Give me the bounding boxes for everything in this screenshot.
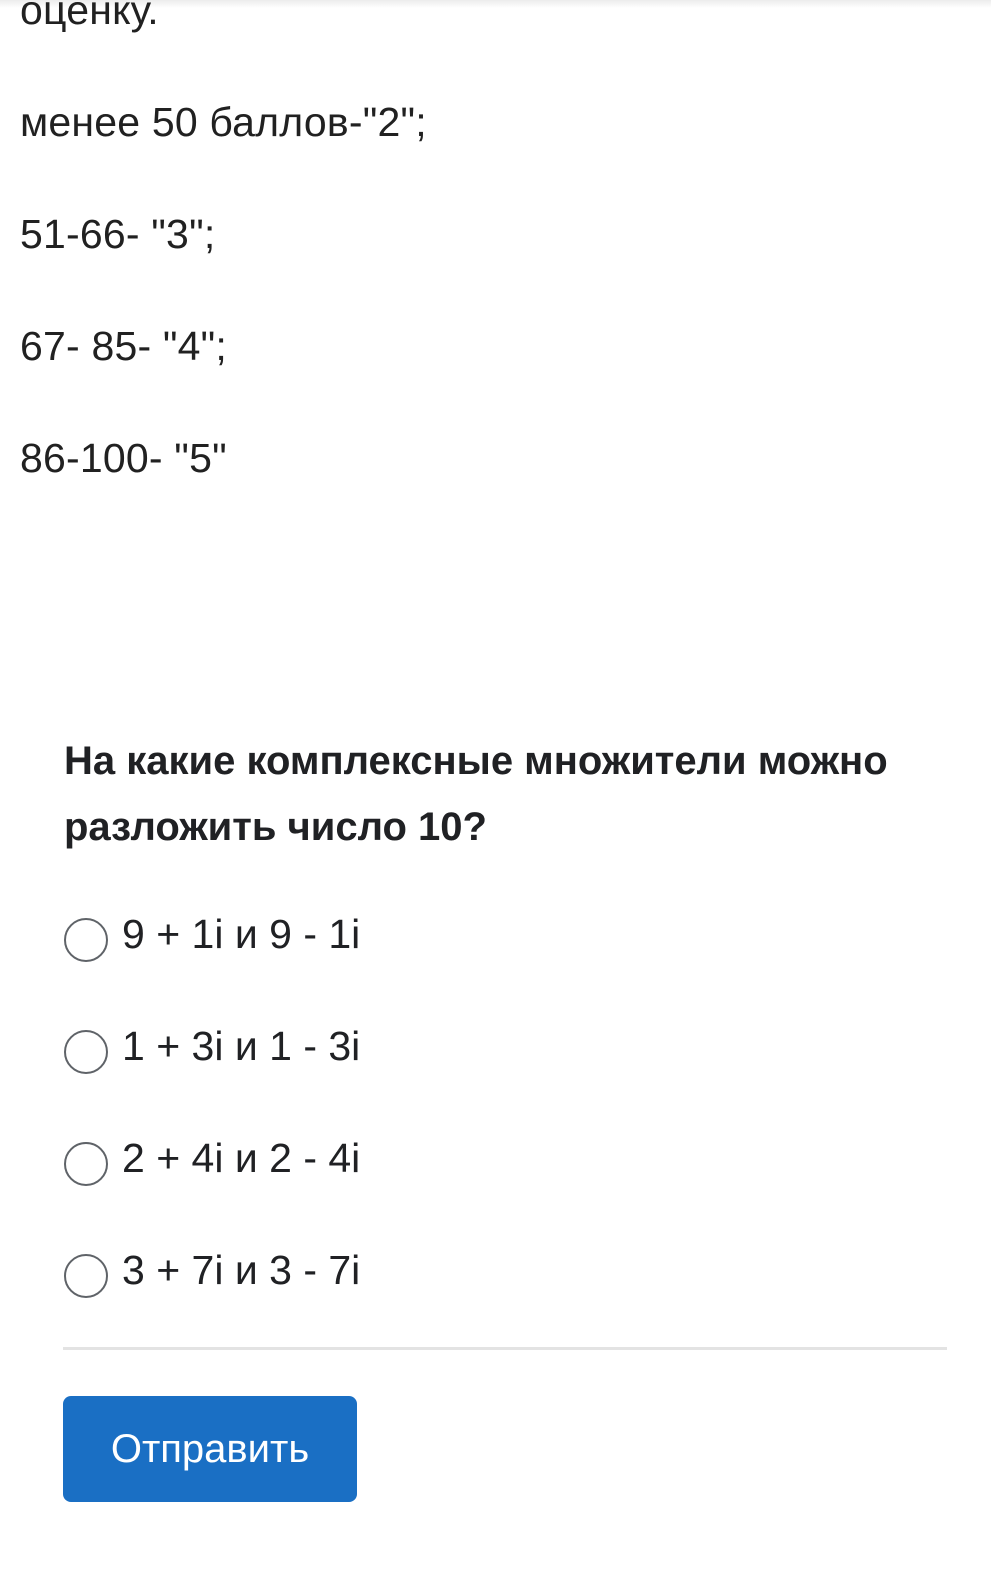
radio-button-icon[interactable]: [64, 1142, 108, 1186]
grading-line: менее 50 баллов-"2";: [20, 99, 427, 145]
answer-option-label: 2 + 4i и 2 - 4i: [122, 1135, 361, 1181]
grading-line: 67- 85- "4";: [20, 323, 227, 369]
answer-option[interactable]: [64, 1130, 944, 1186]
answer-option[interactable]: [64, 1242, 944, 1298]
answer-option-label: 3 + 7i и 3 - 7i: [122, 1247, 361, 1293]
grading-scale: [20, 0, 960, 482]
grading-line: оценку.: [20, 0, 159, 33]
grading-line: 51-66- "3";: [20, 211, 216, 257]
answer-options: [64, 906, 944, 1354]
answer-option-label: 9 + 1i и 9 - 1i: [122, 911, 361, 957]
answer-option[interactable]: [64, 1018, 944, 1074]
submit-button[interactable]: Отправить: [63, 1396, 357, 1502]
divider: [63, 1347, 947, 1350]
answer-option-label: 1 + 3i и 1 - 3i: [122, 1023, 361, 1069]
radio-button-icon[interactable]: [64, 918, 108, 962]
radio-button-icon[interactable]: [64, 1030, 108, 1074]
grading-line: 86-100- "5": [20, 435, 227, 481]
answer-option[interactable]: [64, 906, 944, 962]
radio-button-icon[interactable]: [64, 1254, 108, 1298]
question-text: На какие комплексные множители можно разложить число 10?: [64, 739, 888, 849]
